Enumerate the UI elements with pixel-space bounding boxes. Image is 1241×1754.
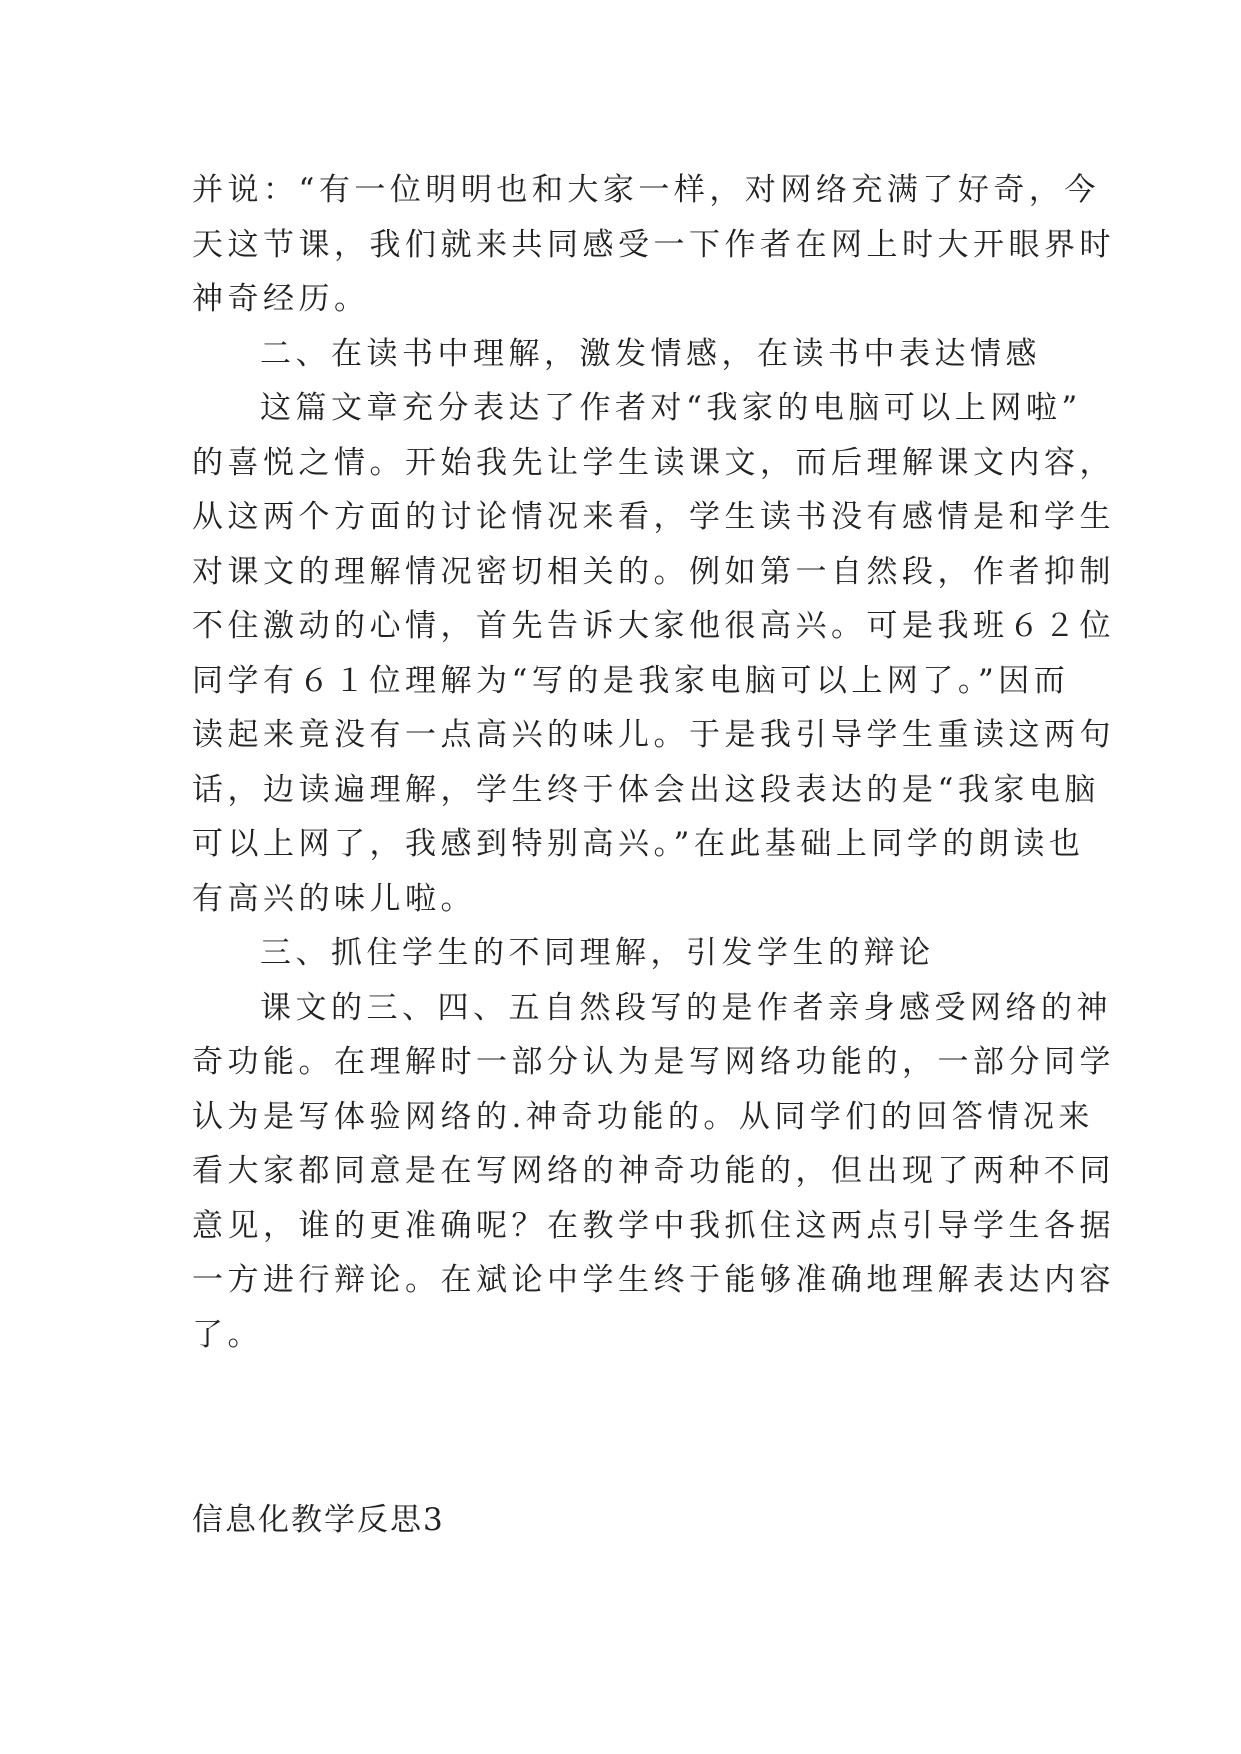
text-line: 看大家都同意是在写网络的神奇功能的，但出现了两种不同 [192,1153,1115,1189]
text-line: 这篇文章充分表达了作者对“我家的电脑可以上网啦” [260,390,1082,426]
text-line: 有高兴的味儿啦。 [192,880,476,917]
text-line: 对课文的理解情况密切相关的。例如第一自然段，作者抑制 [192,553,1115,590]
section-heading-two: 二、在读书中理解，激发情感，在读书中表达情感 [260,335,1041,372]
text-line: 并说：“有一位明明也和大家一样，对网络充满了好奇，今 [192,172,1100,208]
text-line: 认为是写体验网络的.神奇功能的。从同学们的回答情况来 [192,1098,1094,1135]
text-line: 从这两个方面的讨论情况来看，学生读书没有感情是和学生 [192,499,1115,535]
text-line: 一方进行辩论。在斌论中学生终于能够准确地理解表达内容 [192,1262,1115,1298]
article-section-title: 信息化教学反思3 [192,1502,445,1538]
text-line: 话，边读遍理解，学生终于体会出这段表达的是“我家电脑 [192,771,1100,808]
text-line: 课文的三、四、五自然段写的是作者亲身感受网络的神 [260,989,1112,1026]
text-line: 意见，谁的更准确呢？在教学中我抓住这两点引导学生各据 [192,1207,1115,1244]
section-heading-three: 三、抓住学生的不同理解，引发学生的辩论 [260,935,935,971]
document-body [192,163,1115,1362]
text-line: 神奇经历。 [192,281,370,317]
text-line: 同学有６１位理解为“写的是我家电脑可以上网了。”因而 [192,662,1070,699]
text-line: 奇功能。在理解时一部分认为是写网络功能的，一部分同学 [192,1044,1115,1080]
text-line: 了。 [192,1316,263,1353]
text-line: 可以上网了，我感到特别高兴。”在此基础上同学的朗读也 [192,826,1085,862]
text-line: 的喜悦之情。开始我先让学生读课文，而后理解课文内容， [192,444,1115,481]
text-line: 天这节课，我们就来共同感受一下作者在网上时大开眼界时 [192,226,1115,263]
text-line: 读起来竟没有一点高兴的味儿。于是我引导学生重读这两句 [192,717,1115,753]
text-line: 不住激动的心情，首先告诉大家他很高兴。可是我班６２位 [192,608,1115,644]
